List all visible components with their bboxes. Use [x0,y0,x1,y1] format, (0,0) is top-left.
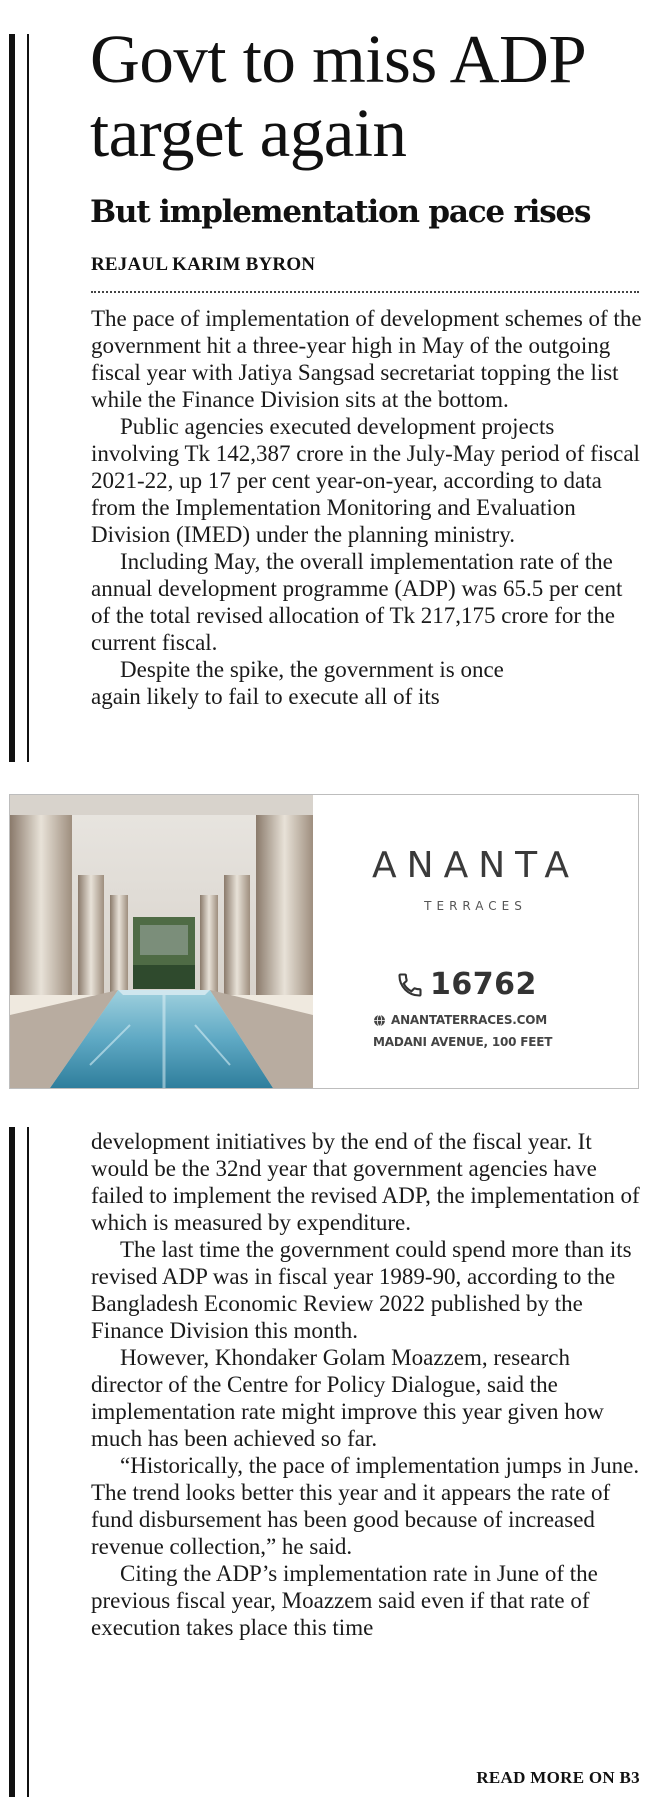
globe-icon [373,1014,386,1027]
read-more-link[interactable]: READ MORE ON B3 [476,1768,640,1787]
paragraph: Citing the ADP’s implementation rate in June of the previous fiscal year, Moazzem said even if that rate of execution takes place this time [91,1561,598,1640]
ad-brand-subtitle: TERRACES [424,899,527,913]
paragraph: development initiatives by the end of the fiscal year. It would be the 32nd year that government agencies have failed to implement the revised ADP, the implementation of which is measured by expenditure. [91,1129,640,1235]
ad-website: ANANTATERRACES.COM [391,1013,547,1027]
pool-photo [10,795,313,1088]
column-rule-thin-bottom [27,1127,29,1797]
ad-brand-name: ANANTA [372,845,579,886]
advertisement[interactable] [9,794,639,1089]
column-rule-thick-bottom [9,1127,15,1797]
headline [90,22,640,170]
headline-line-1: Govt to miss ADP [90,21,587,97]
paragraph: Public agencies executed development projects involving Tk 142,387 crore in the July-May period of fiscal 2021-22, up 17 per cent year-on-year, according to data from the Implementation Monitoring and Evaluation Division (IMED) under the planning ministry. [91,414,640,547]
paragraph: “Historically, the pace of implementation jumps in June. The trend looks better this year and it appears the rate of fund disbursement has been good because of increased revenue collection,” he said. [91,1453,640,1559]
paragraph: Including May, the overall implementation rate of the annual development programme (ADP) was 65.5 per cent of the total revised allocation of Tk 217,175 crore for the current fiscal. [91,549,623,655]
ad-info-panel [313,795,638,1088]
column-rule-thick-top [9,34,15,762]
subheadline: But implementation pace rises [90,194,591,230]
ad-website-row[interactable] [373,1013,547,1027]
headline-line-2: target again [90,95,407,171]
phone-icon [396,971,424,999]
paragraph: Despite the spike, the government is once again likely to fail to execute all of its [91,657,504,709]
ad-phone-number: 16762 [430,967,537,1002]
article-body-top [91,305,646,710]
paragraph: However, Khondaker Golam Moazzem, research director of the Centre for Policy Dialogue, said the implementation rate might improve this year given how much has been achieved so far. [91,1345,604,1451]
byline: REJAUL KARIM BYRON [91,254,316,275]
ad-address: MADANI AVENUE, 100 FEET [373,1035,553,1049]
ad-phone-row[interactable] [396,967,537,1002]
article-body-bottom [91,1128,646,1641]
paragraph: The pace of implementation of development schemes of the government hit a three-year high in May of the outgoing fiscal year with Jatiya Sangsad secretariat topping the list while the Finance Division sits at the bottom. [91,306,642,412]
column-rule-thin-top [27,34,29,762]
byline-divider [91,291,639,293]
paragraph: The last time the government could spend more than its revised ADP was in fiscal year 1989-90, according to the Bangladesh Economic Review 2022 published by the Finance Division this month. [91,1237,632,1343]
